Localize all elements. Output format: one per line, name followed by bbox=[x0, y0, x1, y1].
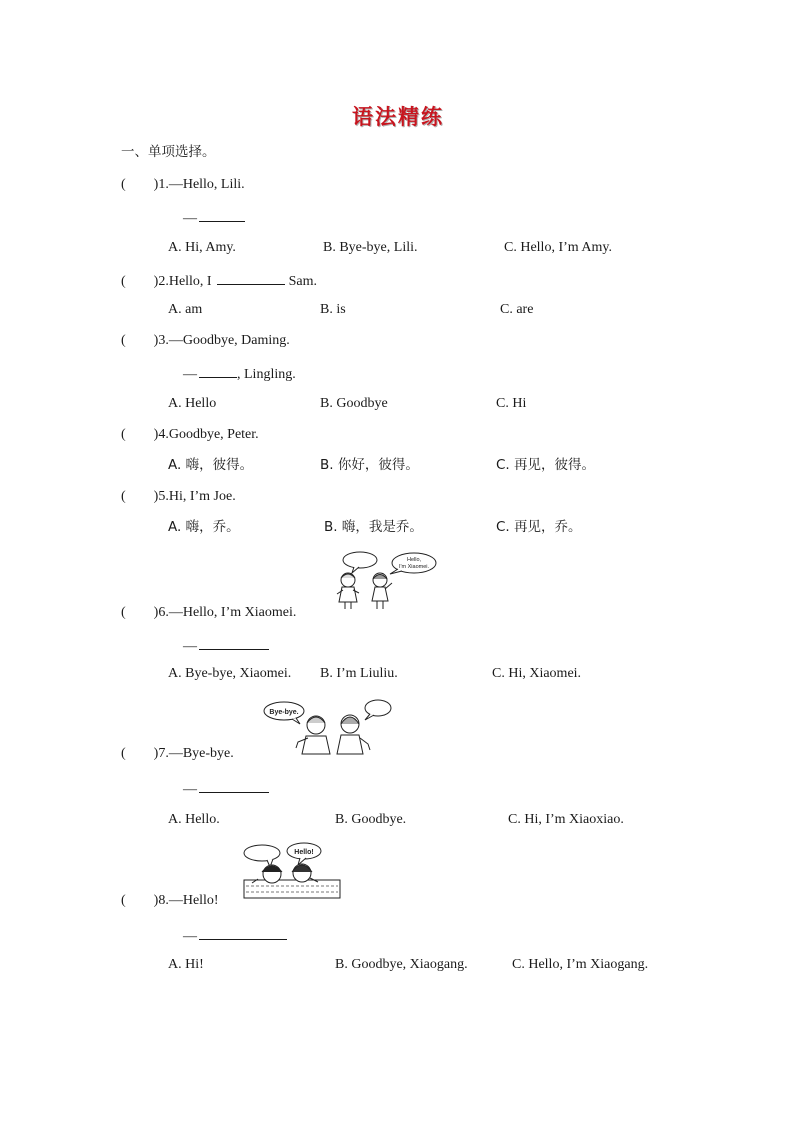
question-number: ( )6. bbox=[121, 605, 169, 620]
answer-blank[interactable] bbox=[199, 637, 269, 650]
dash: — bbox=[183, 367, 197, 382]
question-3 bbox=[121, 334, 290, 348]
option-b: B. Goodbye. bbox=[335, 812, 407, 827]
option-a: A. am bbox=[168, 302, 203, 317]
option-c: C. Hello, I’m Xiaogang. bbox=[512, 957, 649, 972]
option-b: B. 你好，彼得。 bbox=[320, 457, 419, 473]
answer-line-8 bbox=[183, 927, 287, 944]
question-number: ( )1. bbox=[121, 177, 169, 192]
question-1 bbox=[121, 178, 245, 192]
question-number: ( )5. bbox=[121, 489, 169, 504]
option-b: B. Goodbye bbox=[320, 396, 388, 411]
answer-line-6 bbox=[183, 637, 269, 654]
option-c: C. Hi bbox=[496, 396, 527, 411]
page-title: 语法精练 bbox=[352, 105, 444, 129]
option-c: C. 再见，彼得。 bbox=[496, 457, 596, 473]
reply-end: , Lingling. bbox=[237, 367, 296, 382]
option-c: C. Hi, I’m Xiaoxiao. bbox=[508, 812, 624, 827]
question-2 bbox=[121, 272, 317, 289]
question-8 bbox=[121, 894, 219, 908]
option-a: A. Hello. bbox=[168, 812, 220, 827]
question-stem: —Bye-bye. bbox=[168, 746, 234, 761]
answer-blank[interactable] bbox=[217, 272, 285, 285]
question-stem: Goodbye, Peter. bbox=[168, 427, 259, 442]
option-c: C. are bbox=[500, 302, 534, 317]
question-number: ( )4. bbox=[121, 427, 169, 442]
answer-blank[interactable] bbox=[199, 365, 237, 378]
option-c: C. Hi, Xiaomei. bbox=[492, 666, 582, 681]
option-a: A. 嗨，彼得。 bbox=[168, 457, 254, 473]
question-stem-end: Sam. bbox=[288, 274, 317, 289]
svg-text:I'm Xiaomei.: I'm Xiaomei. bbox=[398, 564, 430, 570]
option-a: A. Hi, Amy. bbox=[168, 240, 236, 255]
answer-line-3 bbox=[183, 365, 296, 382]
svg-text:Hello,: Hello, bbox=[406, 557, 422, 563]
question-stem: —Hello, I’m Xiaomei. bbox=[168, 605, 297, 620]
question-number: ( )3. bbox=[121, 333, 169, 348]
svg-text:Bye-bye.: Bye-bye. bbox=[269, 709, 299, 716]
section-heading: 一、单项选择。 bbox=[121, 144, 216, 160]
children-waving-illustration bbox=[262, 698, 394, 756]
dash: — bbox=[183, 211, 197, 226]
answer-line-1 bbox=[183, 209, 245, 226]
answer-line-7 bbox=[183, 780, 269, 797]
dash: — bbox=[183, 929, 197, 944]
question-stem: Hello, I bbox=[168, 274, 212, 289]
answer-blank[interactable] bbox=[199, 780, 269, 793]
dash: — bbox=[183, 782, 197, 797]
answer-blank[interactable] bbox=[199, 209, 245, 222]
question-stem: —Hello, Lili. bbox=[168, 177, 245, 192]
question-number: ( )2. bbox=[121, 274, 169, 289]
answer-blank[interactable] bbox=[199, 927, 287, 940]
question-number: ( )7. bbox=[121, 746, 169, 761]
option-c: C. 再见，乔。 bbox=[496, 519, 582, 535]
option-a: A. Bye-bye, Xiaomei. bbox=[168, 666, 292, 681]
question-4 bbox=[121, 428, 259, 442]
option-b: B. Bye-bye, Lili. bbox=[323, 240, 418, 255]
children-at-desk-illustration bbox=[240, 842, 344, 902]
option-c: C. Hello, I’m Amy. bbox=[504, 240, 612, 255]
option-b: B. is bbox=[320, 302, 346, 317]
question-7 bbox=[121, 747, 234, 761]
dash: — bbox=[183, 639, 197, 654]
option-b: B. I’m Liuliu. bbox=[320, 666, 398, 681]
option-a: A. Hi! bbox=[168, 957, 204, 972]
question-6 bbox=[121, 606, 296, 620]
svg-text:Hello!: Hello! bbox=[294, 849, 314, 856]
girls-greeting-illustration bbox=[330, 550, 438, 612]
question-stem: —Hello! bbox=[168, 893, 219, 908]
option-a: A. 嗨，乔。 bbox=[168, 519, 240, 535]
question-number: ( )8. bbox=[121, 893, 169, 908]
option-b: B. Goodbye, Xiaogang. bbox=[335, 957, 468, 972]
option-a: A. Hello bbox=[168, 396, 217, 411]
question-stem: Hi, I’m Joe. bbox=[168, 489, 236, 504]
option-b: B. 嗨，我是乔。 bbox=[324, 519, 423, 535]
question-5 bbox=[121, 490, 236, 504]
question-stem: —Goodbye, Daming. bbox=[168, 333, 290, 348]
